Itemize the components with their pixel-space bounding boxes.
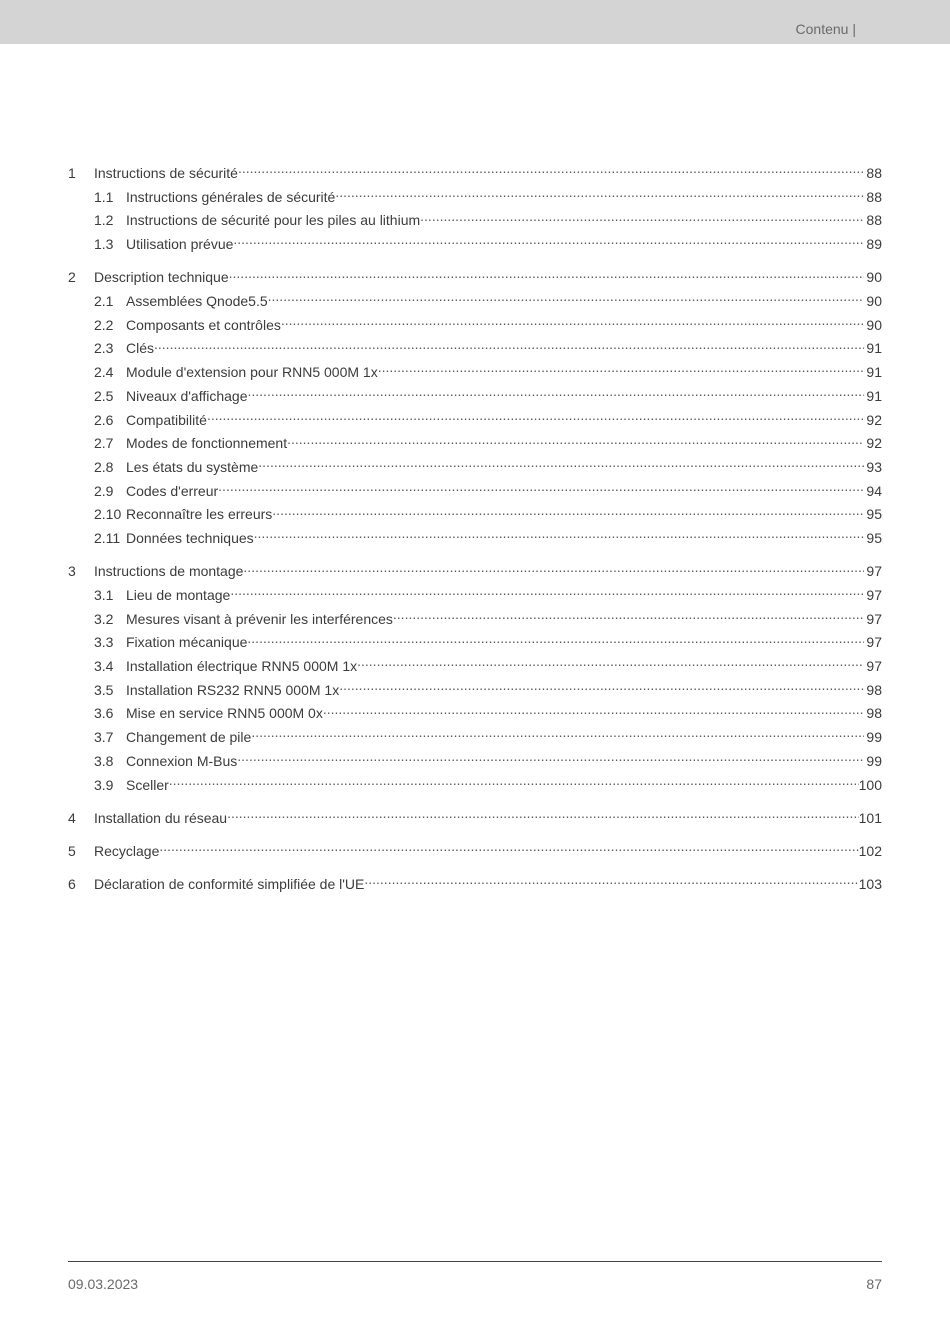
toc-entry-number: 2.6 — [94, 411, 114, 428]
toc-entry-title: Installation RS232 RNN5 000M 1x — [126, 681, 340, 698]
toc-dot-leader — [268, 292, 864, 306]
toc-dot-leader — [287, 434, 864, 448]
toc-entry-number: 3.9 — [94, 776, 114, 793]
toc-dot-leader — [159, 842, 858, 856]
toc-dot-leader — [339, 681, 864, 695]
toc-entry-page: 89 — [866, 236, 882, 253]
toc-dot-leader — [335, 188, 864, 202]
table-of-contents — [68, 162, 882, 897]
toc-dot-leader — [233, 235, 864, 249]
toc-entry-title: Installation du réseau — [94, 809, 228, 826]
toc-entry-title: Installation électrique RNN5 000M 1x — [126, 658, 358, 675]
toc-dot-leader — [154, 339, 864, 353]
toc-dot-leader — [357, 657, 864, 671]
toc-dot-leader — [237, 752, 864, 766]
toc-entry-page: 97 — [866, 563, 882, 580]
toc-entry-title: Mesures visant à prévenir les interférences — [126, 610, 393, 627]
toc-dot-leader — [248, 387, 865, 401]
toc-entry-page: 97 — [866, 586, 882, 603]
toc-entry-page: 99 — [866, 752, 882, 769]
toc-entry-number: 3.4 — [94, 658, 114, 675]
toc-entry-number: 3.8 — [94, 752, 114, 769]
toc-entry-title: Assemblées Qnode5.5 — [126, 293, 268, 310]
toc-entry-title: Instructions de sécurité pour les piles au lithium — [126, 212, 421, 229]
toc-entry-number: 1 — [68, 165, 76, 181]
toc-entry-number: 3.7 — [94, 729, 114, 746]
toc-entry-title: Instructions de montage — [94, 563, 244, 580]
toc-dot-leader — [378, 363, 864, 377]
toc-entry-page: 88 — [866, 188, 882, 205]
toc-entry-page: 90 — [866, 293, 882, 310]
toc-entry-page: 91 — [866, 364, 882, 381]
toc-entry-title: Description technique — [94, 269, 229, 286]
toc-entry-number: 2.1 — [94, 293, 114, 310]
toc-entry-page: 95 — [866, 506, 882, 523]
footer-page-number: 87 — [866, 1276, 882, 1292]
toc-entry-title: Reconnaître les erreurs — [126, 506, 273, 523]
toc-entry-title: Instructions générales de sécurité — [126, 188, 336, 205]
toc-entry[interactable] — [68, 873, 882, 897]
toc-entry-title: Déclaration de conformité simplifiée de l'UE — [94, 876, 365, 893]
toc-entry[interactable] — [68, 456, 882, 480]
toc-entry-number: 1.1 — [94, 188, 114, 205]
toc-entry[interactable] — [68, 233, 882, 257]
toc-entry-title: Modes de fonctionnement — [126, 435, 288, 452]
toc-dot-leader — [169, 776, 859, 790]
toc-entry-page: 101 — [858, 809, 882, 826]
toc-entry-page: 95 — [866, 530, 882, 547]
toc-entry-page: 88 — [866, 165, 882, 181]
toc-entry[interactable] — [68, 679, 882, 703]
toc-entry-page: 99 — [866, 729, 882, 746]
toc-entry-page: 92 — [866, 435, 882, 452]
toc-dot-leader — [272, 505, 864, 519]
toc-entry[interactable] — [68, 432, 882, 456]
toc-dot-leader — [420, 211, 864, 225]
toc-entry-number: 2.10 — [94, 506, 122, 523]
toc-entry-page: 98 — [866, 681, 882, 698]
toc-entry-title: Sceller — [126, 776, 169, 793]
toc-dot-leader — [247, 633, 864, 647]
toc-dot-leader — [251, 728, 864, 742]
toc-entry-title: Lieu de montage — [126, 586, 231, 603]
toc-entry-page: 97 — [866, 634, 882, 651]
toc-entry-page: 103 — [858, 876, 882, 893]
toc-dot-leader — [281, 316, 864, 330]
toc-dot-leader — [227, 809, 859, 823]
toc-entry-number: 3.5 — [94, 681, 114, 698]
toc-entry[interactable] — [68, 337, 882, 361]
toc-entry[interactable] — [68, 631, 882, 655]
toc-entry-page: 97 — [866, 658, 882, 675]
toc-entry-title: Connexion M-Bus — [126, 752, 238, 769]
toc-entry-title: Codes d'erreur — [126, 482, 219, 499]
toc-entry-title: Clés — [126, 340, 155, 357]
toc-entry[interactable] — [68, 209, 882, 233]
toc-entry[interactable] — [68, 702, 882, 726]
toc-entry-title: Mise en service RNN5 000M 0x — [126, 705, 323, 722]
header-band — [0, 0, 950, 44]
toc-entry[interactable] — [68, 186, 882, 210]
toc-entry-number: 5 — [68, 842, 76, 859]
toc-entry[interactable] — [68, 266, 882, 290]
toc-entry[interactable] — [68, 385, 882, 409]
toc-entry-number: 3.1 — [94, 586, 114, 603]
toc-entry-number: 6 — [68, 876, 76, 893]
toc-dot-leader — [364, 875, 858, 889]
toc-entry-page: 93 — [866, 458, 882, 475]
toc-entry-title: Les états du système — [126, 458, 259, 475]
header-title: Contenu | — [795, 21, 856, 37]
toc-entry[interactable] — [68, 807, 882, 831]
toc-entry-page: 97 — [866, 610, 882, 627]
toc-entry-page: 90 — [866, 316, 882, 333]
toc-entry[interactable] — [68, 290, 882, 314]
toc-dot-leader — [254, 529, 864, 543]
toc-entry-title: Instructions de sécurité — [94, 165, 238, 181]
toc-entry[interactable] — [68, 527, 882, 551]
toc-entry-page: 98 — [866, 705, 882, 722]
toc-entry-number: 2.2 — [94, 316, 114, 333]
toc-dot-leader — [230, 586, 864, 600]
toc-entry-number: 3.2 — [94, 610, 114, 627]
toc-entry-number: 2.5 — [94, 387, 114, 404]
toc-entry-number: 2.9 — [94, 482, 114, 499]
toc-entry-page: 91 — [866, 387, 882, 404]
toc-entry-number: 3 — [68, 563, 76, 580]
toc-entry-number: 3.6 — [94, 705, 114, 722]
toc-entry-page: 94 — [866, 482, 882, 499]
toc-entry-title: Fixation mécanique — [126, 634, 248, 651]
toc-entry-number: 1.2 — [94, 212, 114, 229]
toc-entry-page: 102 — [858, 842, 882, 859]
toc-entry-title: Niveaux d'affichage — [126, 387, 248, 404]
toc-dot-leader — [323, 704, 864, 718]
toc-entry[interactable] — [68, 840, 882, 864]
toc-entry[interactable] — [68, 361, 882, 385]
toc-entry[interactable] — [68, 503, 882, 527]
toc-entry-number: 2.7 — [94, 435, 114, 452]
toc-entry[interactable] — [68, 750, 882, 774]
toc-dot-leader — [207, 411, 864, 425]
toc-entry-title: Compatibilité — [126, 411, 207, 428]
toc-entry-title: Changement de pile — [126, 729, 252, 746]
toc-entry-title: Composants et contrôles — [126, 316, 281, 333]
toc-entry-page: 91 — [866, 340, 882, 357]
toc-entry-page: 88 — [866, 212, 882, 229]
toc-entry-number: 2.11 — [94, 530, 121, 547]
toc-dot-leader — [229, 268, 864, 282]
footer-divider — [68, 1261, 882, 1262]
toc-entry[interactable] — [68, 409, 882, 433]
toc-entry[interactable] — [68, 314, 882, 338]
toc-dot-leader — [218, 482, 864, 496]
toc-entry-title: Données techniques — [126, 530, 254, 547]
toc-dot-leader — [243, 562, 864, 576]
toc-entry-page: 92 — [866, 411, 882, 428]
toc-entry[interactable] — [68, 584, 882, 608]
toc-entry-number: 2.4 — [94, 364, 114, 381]
toc-entry-number: 3.3 — [94, 634, 114, 651]
toc-entry-number: 2.8 — [94, 458, 114, 475]
toc-entry-page: 100 — [858, 776, 882, 793]
toc-dot-leader — [258, 458, 864, 472]
toc-entry-title: Recyclage — [94, 842, 160, 859]
toc-entry-number: 2 — [68, 269, 76, 286]
toc-entry[interactable] — [68, 480, 882, 504]
footer-date: 09.03.2023 — [68, 1276, 139, 1292]
toc-entry[interactable] — [68, 608, 882, 632]
toc-entry[interactable] — [68, 560, 882, 584]
toc-entry-number: 1.3 — [94, 236, 114, 253]
toc-entry-number: 4 — [68, 809, 76, 826]
toc-entry[interactable] — [68, 774, 882, 798]
toc-entry[interactable] — [68, 162, 882, 186]
toc-entry-page: 90 — [866, 269, 882, 286]
toc-entry[interactable] — [68, 655, 882, 679]
toc-entry[interactable] — [68, 726, 882, 750]
toc-entry-title: Utilisation prévue — [126, 236, 234, 253]
toc-entry-number: 2.3 — [94, 340, 114, 357]
toc-dot-leader — [238, 164, 864, 178]
toc-dot-leader — [393, 610, 864, 624]
toc-entry-title: Module d'extension pour RNN5 000M 1x — [126, 364, 378, 381]
